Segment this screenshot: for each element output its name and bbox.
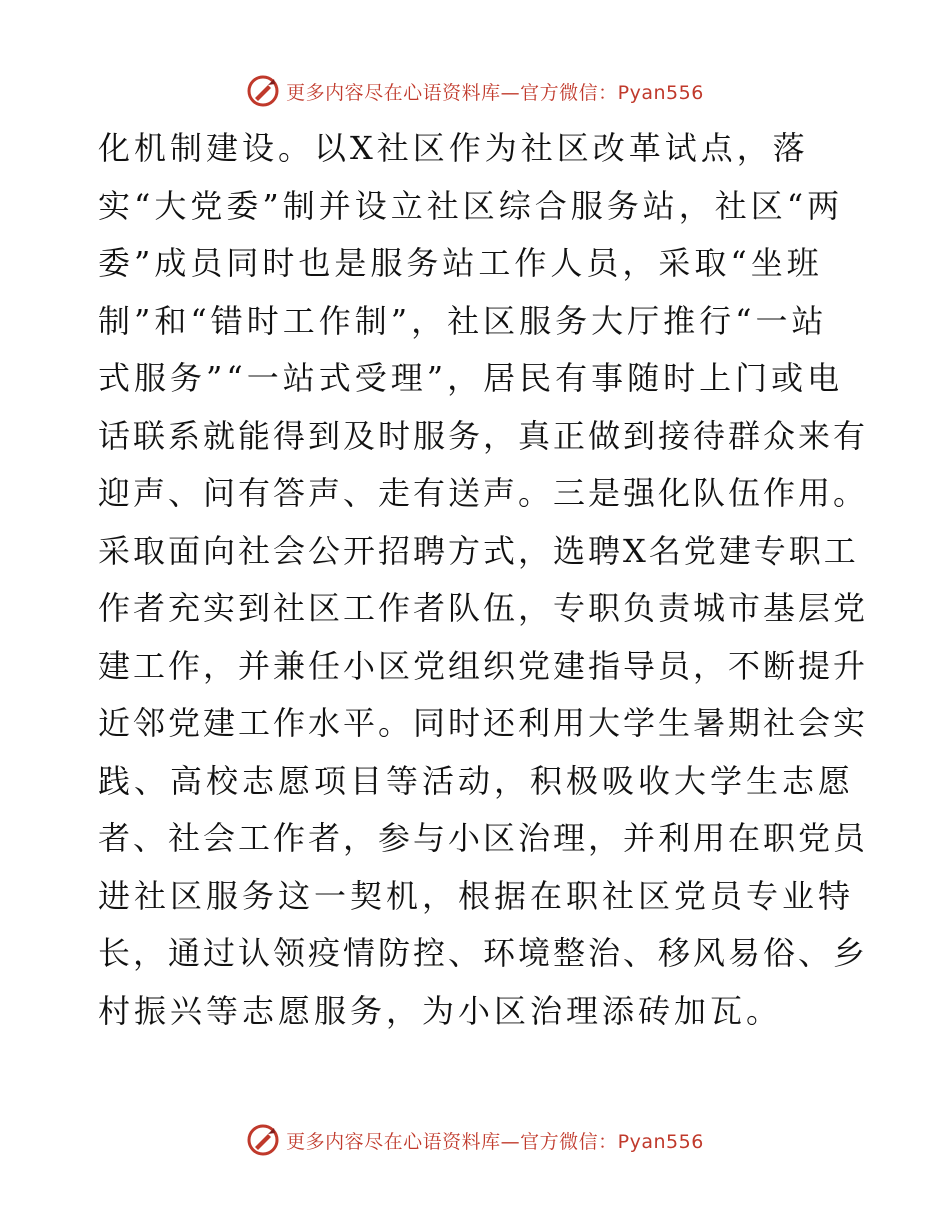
writing-quill-logo-icon <box>246 1123 280 1157</box>
text-line: 采取面向社会公开招聘方式，选聘X名党建专职工 <box>98 531 859 570</box>
text-line: 践、高校志愿项目等活动，积极吸收大学生志愿 <box>98 761 855 800</box>
text-line: 进社区服务这一契机，根据在职社区党员专业特 <box>98 876 855 915</box>
document-body <box>98 120 869 1040</box>
text-line: 建工作，并兼任小区党组织党建指导员，不断提升 <box>98 646 869 685</box>
text-line: 制”和“错时工作制”，社区服务大厅推行“一站 <box>98 301 828 340</box>
text-line: 村振兴等志愿服务，为小区治理添砖加瓦。 <box>98 991 783 1030</box>
text-line: 作者充实到社区工作者队伍，专职负责城市基层党 <box>98 589 869 627</box>
banner-text: 更多内容尽在心语资料库—官方微信：Pyan556 <box>286 81 704 104</box>
text-line: 式服务”“一站式受理”，居民有事随时上门或电 <box>98 359 844 397</box>
banner-text: 更多内容尽在心语资料库—官方微信：Pyan556 <box>286 1130 704 1153</box>
text-line: 迎声、问有答声、走有送声。三是强化队伍作用。 <box>98 474 869 512</box>
text-line: 者、社会工作者，参与小区治理，并利用在职党员 <box>98 819 869 857</box>
text-line: 长，通过认领疫情防控、环境整治、移风易俗、乡 <box>98 934 869 972</box>
writing-quill-logo-icon <box>246 74 280 108</box>
text-line: 话联系就能得到及时服务，真正做到接待群众来有 <box>98 416 869 455</box>
header-banner <box>0 71 950 111</box>
footer-banner <box>0 1120 950 1160</box>
text-line: 近邻党建工作水平。同时还利用大学生暑期社会实 <box>98 704 869 742</box>
text-line: 化机制建设。以X社区作为社区改革试点，落 <box>98 129 809 167</box>
text-line: 实“大党委”制并设立社区综合服务站，社区“两 <box>98 186 844 225</box>
text-line: 委”成员同时也是服务站工作人员，采取“坐班 <box>98 244 823 282</box>
